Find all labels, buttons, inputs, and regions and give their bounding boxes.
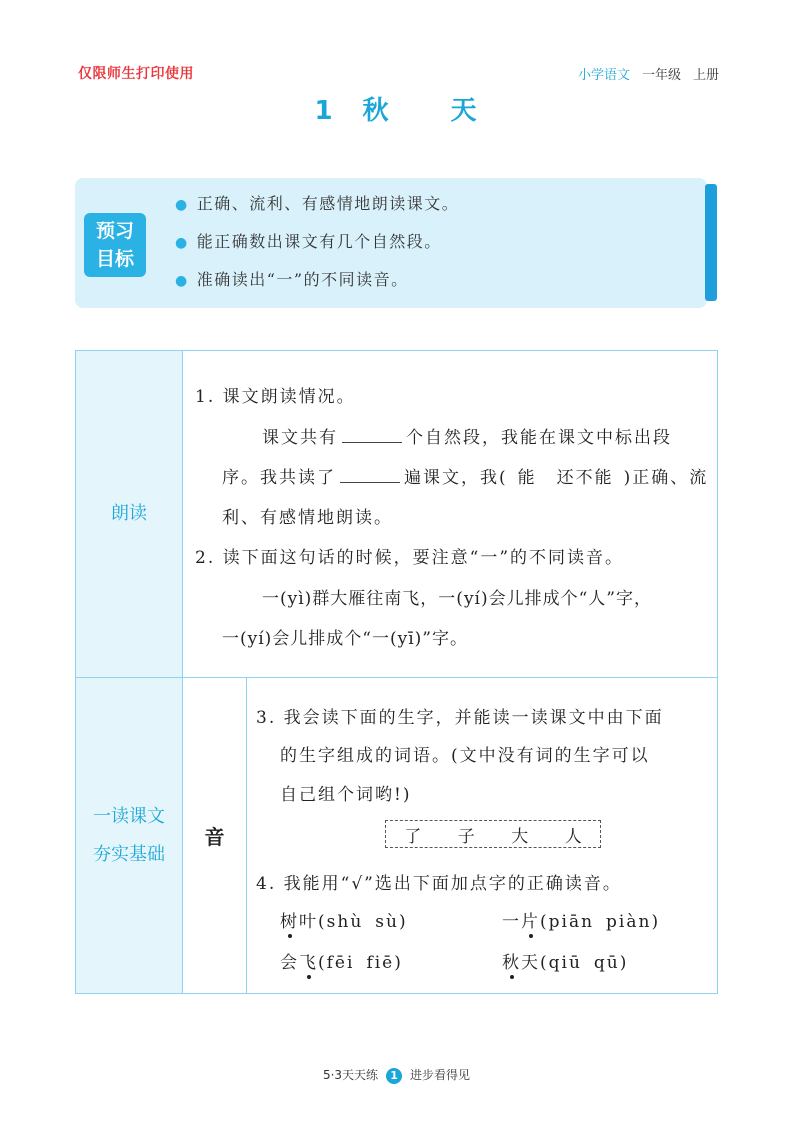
pinyin-option[interactable]: shù	[326, 912, 364, 932]
footer-slogan: 进步看得见	[410, 1068, 471, 1082]
character: 子	[457, 826, 475, 847]
goal-text: 能正确数出课文有几个自然段。	[196, 232, 442, 251]
dotted-character: 秋	[502, 948, 521, 973]
pinyin-option[interactable]: sù	[375, 912, 399, 932]
section-label-line2: 夯实基础	[93, 843, 165, 865]
section-label-line1: 一读课文	[93, 805, 165, 827]
lesson-title-word1: 秋	[362, 96, 391, 126]
section-label-basics	[76, 678, 182, 993]
dotted-character: 片	[521, 907, 540, 932]
q1-line1: 课文共有 个自然段，我能在课文中标出段	[262, 428, 672, 448]
lesson-number: 1	[314, 96, 335, 126]
q1-title: 1. 课文朗读情况。	[195, 387, 356, 407]
q3-line3: 自己组个词哟!)	[280, 785, 412, 805]
goal-text: 准确读出“一”的不同读音。	[196, 270, 409, 289]
pinyin-option[interactable]: qiū	[548, 953, 582, 973]
character: 大	[511, 826, 529, 847]
pinyin-option[interactable]: fēi	[326, 953, 355, 973]
bullet-icon: ●	[175, 273, 189, 289]
preview-tag-line1: 预习	[95, 220, 134, 242]
preview-goals-tag	[84, 213, 146, 277]
lesson-title-word2: 天	[450, 96, 479, 126]
goal-item	[175, 268, 459, 306]
goal-item	[175, 192, 459, 230]
character: 人	[564, 826, 582, 847]
page-footer	[0, 1066, 793, 1084]
read-times-blank[interactable]	[340, 468, 400, 483]
goal-item	[175, 230, 459, 268]
dotted-character: 树	[280, 907, 299, 932]
pronunciation-item: 一片(piān piàn)	[502, 907, 660, 932]
footer-brand: 5·3天天练	[322, 1068, 379, 1082]
print-note: 仅限师生打印使用	[78, 66, 194, 82]
section-label-text: 朗读	[111, 503, 147, 524]
q1-line3: 利、有感情地朗读。	[222, 508, 393, 528]
pronunciation-item: 会飞(fēi fiē)	[280, 948, 403, 973]
table-divider	[246, 677, 247, 993]
goal-text: 正确、流利、有感情地朗读课文。	[196, 194, 460, 213]
choice-can[interactable]: 能	[517, 468, 537, 488]
grade-label: 一年级	[641, 68, 681, 83]
section-label-reading	[76, 351, 182, 677]
page-number-badge: 1	[386, 1068, 402, 1084]
q3-line1: 3. 我会读下面的生字，并能读一读课文中由下面	[256, 708, 664, 728]
pronunciation-item: 秋天(qiū qū)	[502, 948, 628, 973]
pinyin-option[interactable]: piàn	[606, 912, 652, 932]
q3-line2: 的生字组成的词语。(文中没有词的生字可以	[280, 746, 650, 766]
q2-line2: 一(yí)会儿排成个“一(yī)”字。	[222, 629, 468, 649]
table-divider	[76, 677, 717, 678]
preview-goals-accent-bar	[705, 184, 717, 301]
q1-line2: 序。我共读了 遍课文，我( 能 还不能 )正确、流	[222, 463, 708, 488]
pronunciation-item: 树叶(shù sù)	[280, 907, 408, 932]
q4-title: 4. 我能用“√”选出下面加点字的正确读音。	[256, 874, 622, 894]
choice-cannot[interactable]: 还不能	[556, 468, 614, 488]
lesson-title	[0, 90, 793, 127]
book-info	[578, 64, 719, 83]
q2-line1: 一(yì)群大雁往南飞，一(yí)会儿排成个“人”字，	[262, 589, 652, 609]
pinyin-option[interactable]: piān	[548, 912, 595, 932]
paragraph-count-blank[interactable]	[342, 428, 402, 443]
bullet-icon: ●	[175, 235, 189, 251]
table-divider	[182, 351, 183, 993]
q2-title: 2. 读下面这句话的时候，要注意“一”的不同读音。	[195, 548, 625, 568]
sub-label-sound: 音	[204, 825, 225, 849]
dotted-character: 飞	[299, 948, 318, 973]
pinyin-option[interactable]: qū	[593, 953, 620, 973]
character: 了	[404, 826, 422, 847]
pinyin-option[interactable]: fiē	[366, 953, 395, 973]
preview-tag-line2: 目标	[95, 248, 134, 270]
bullet-icon: ●	[175, 197, 189, 213]
new-characters-box	[385, 820, 601, 848]
subject-label: 小学语文	[577, 68, 630, 83]
preview-goals-list	[175, 192, 459, 306]
volume-label: 上册	[692, 68, 719, 83]
